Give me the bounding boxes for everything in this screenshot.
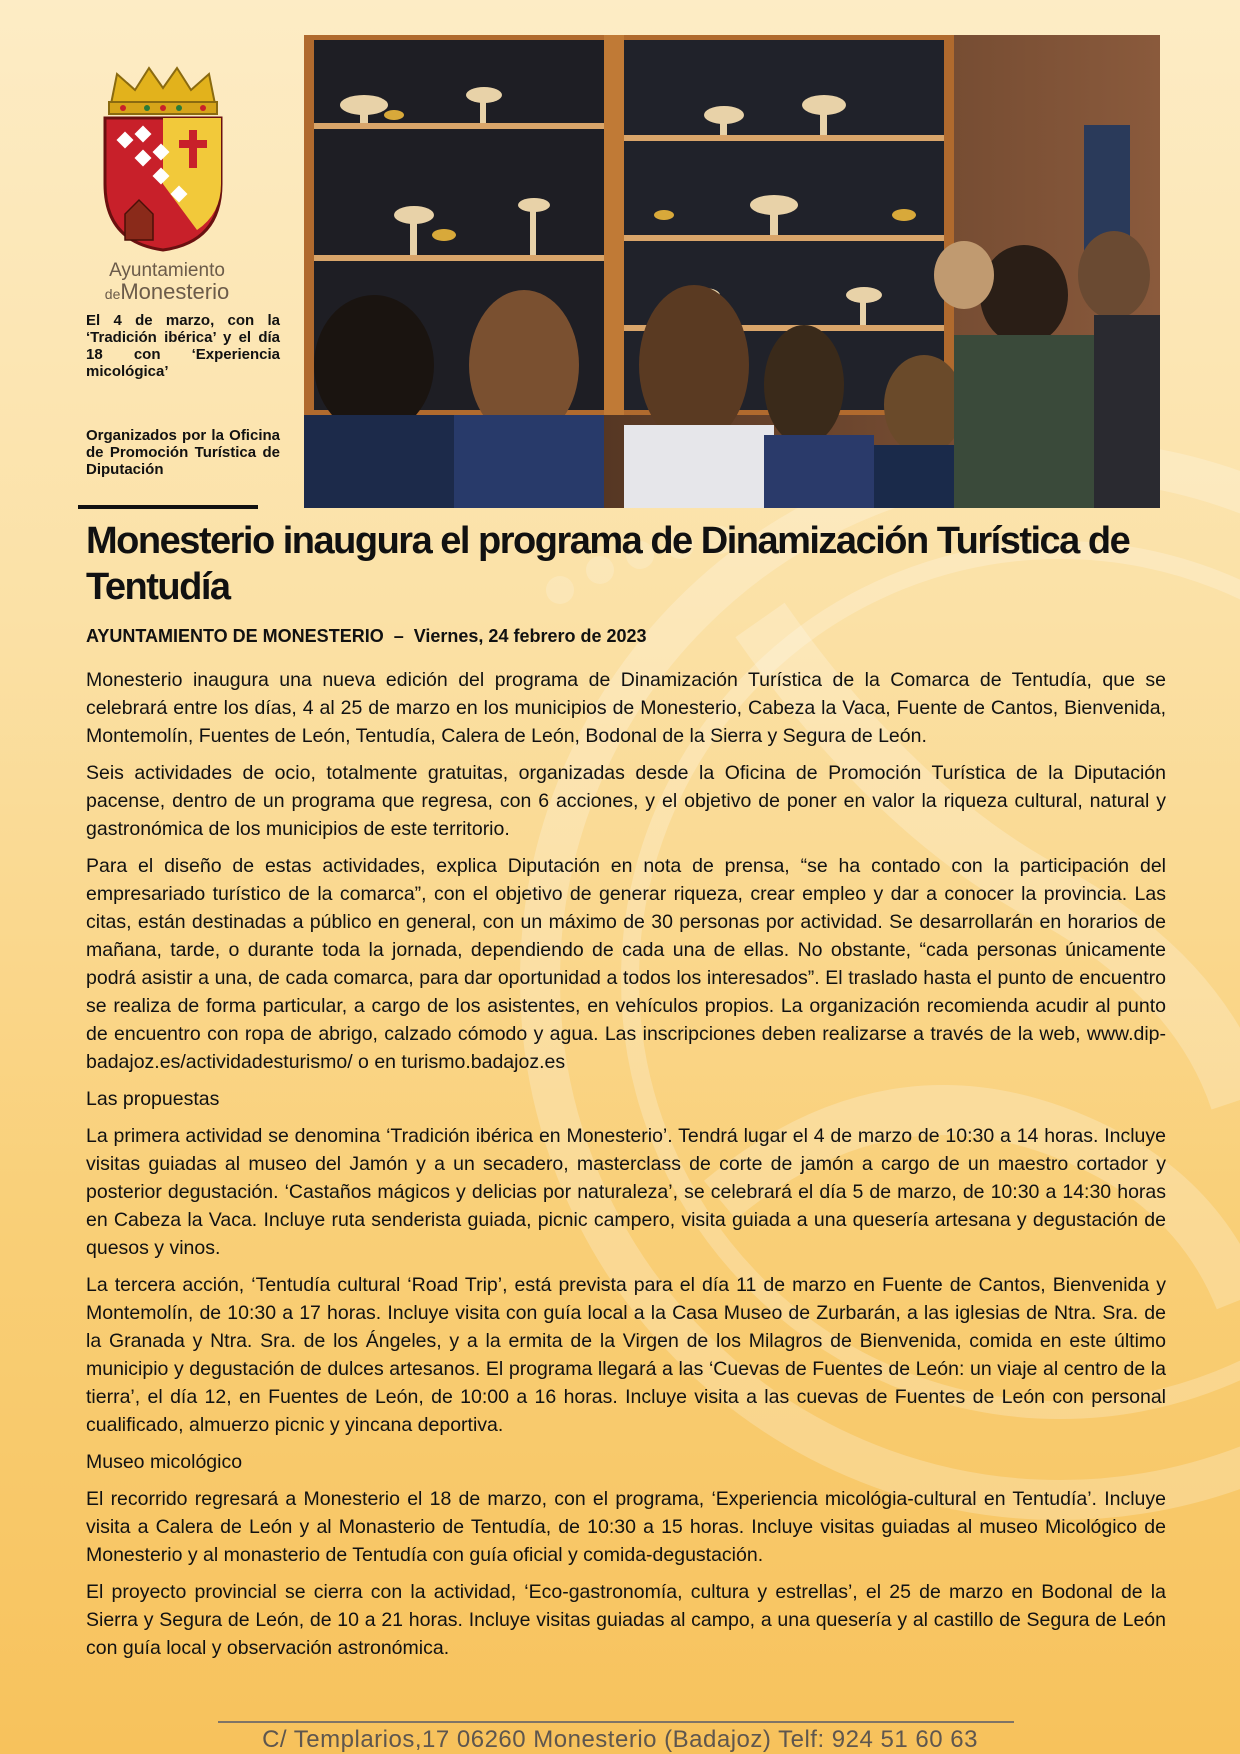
coat-of-arms-icon [97, 64, 229, 254]
sidebar-divider [78, 505, 258, 509]
footer-divider [218, 1721, 1014, 1723]
article-title: Monesterio inaugura el programa de Dinamización Turística de Tentudía [86, 520, 1130, 608]
sidebar-note-dates: El 4 de marzo, con la ‘Tradición ibérica’ y el día 18 con ‘Experiencia micológica’ [86, 312, 280, 380]
paragraph: La tercera acción, ‘Tentudía cultural ‘Road Trip’, está prevista para el día 11 de marzo en Fuente de Cantos, Bienvenida y Montemolín, de 10:30 a 17 horas. Incluye visita con guía local a la Casa Museo de Zurbarán, a las iglesias de Ntra. Sra. de la Granada y Ntra. Sra. de los Ángeles, y a la ermita de la Virgen de los Milagros de Bienvenida, comida en este último municipio y degustación de dulces artesanos. El programa llegará a las ‘Cuevas de Fuentes de León: un viaje al centro de la tierra’, el día 12, en Fuentes de León, de 10:00 a 16 horas. Incluye visita a las cuevas de Fuentes de León con personal cualificado, almuerzo picnic y yincana deportiva. [86, 1274, 1166, 1436]
sidebar-note-organizer: Organizados por la Oficina de Promoción Turística de Diputación [86, 427, 280, 478]
paragraph: Monesterio inaugura una nueva edición del programa de Dinamización Turística de la Comarca de Tentudía, que se celebrará entre los días, 4 al 25 de marzo en los municipios de Monesterio, Cabeza la Vaca, Fuente de Cantos, Bienvenida, Montemolín, Fuentes de León, Tentudía, Calera de León, Bodonal de la Sierra y Segura de León. [86, 669, 1166, 747]
section-heading-proposals: Las propuestas [86, 1088, 220, 1110]
logo-line-1: Ayuntamiento [109, 260, 225, 281]
paragraph: Para el diseño de estas actividades, explica Diputación en nota de prensa, “se ha contado con la participación del empresariado turístico de la comarca”, con el objetivo de generar riqueza, crear empleo y dar a conocer la provincia. Las citas, están destinadas a público en general, con un máximo de 30 personas por actividad. Se desarrollarán en horarios de mañana, tarde, o durante toda la jornada, dependiendo de cada una de ellas. No obstante, “cada personas únicamente podrá asistir a una, de cada comarca, para dar oportunidad a todos los interesados”. El traslado hasta el punto de encuentro se realiza de forma particular, a cargo de los asistentes, en vehículos propios. La organización recomienda acudir al punto de encuentro con ropa de abrigo, calzado cómodo y agua. Las inscripciones deben realizarse a través de la web, www.dip-badajoz.es/actividadesturismo/ o en turismo.badajoz.es [86, 855, 1166, 1073]
byline-source: AYUNTAMIENTO DE MONESTERIO [86, 626, 384, 646]
article-body [86, 666, 1166, 1671]
logo-wordmark [82, 260, 252, 305]
logo-line-2: deMonesterio [104, 279, 230, 304]
paragraph: El recorrido regresará a Monesterio el 18 de marzo, con el programa, ‘Experiencia micológia-cultural en Tentudía’. Incluye visita a Calera de León y al Monasterio de Tentudía, de 10:30 a 15 horas. Incluye visitas guiadas al museo Micológico de Monesterio y al monasterio de Tentudía con guía oficial y comida-degustación. [86, 1488, 1166, 1566]
byline-date: Viernes, 24 febrero de 2023 [413, 626, 647, 646]
municipal-logo [82, 64, 242, 304]
paragraph: Seis actividades de ocio, totalmente gratuitas, organizadas desde la Oficina de Promoción Turística de la Diputación pacense, dentro de un programa que regresa, con 6 acciones, y el objetivo de poner en valor la riqueza cultural, natural y gastronómica de los municipios de este territorio. [86, 762, 1166, 840]
paragraph: El proyecto provincial se cierra con la actividad, ‘Eco-gastronomía, cultura y estrellas’, el 25 de marzo en Bodonal de la Sierra y Segura de León, de 10 a 21 horas. Incluye visitas guiadas al campo, a una quesería y al castillo de Segura de León con guía local y observación astronómica. [86, 1581, 1166, 1659]
article-byline [86, 626, 647, 647]
footer-address: C/ Templarios,17 06260 Monesterio (Badajoz) Telf: 924 51 60 63 [262, 1726, 978, 1753]
article-photo [304, 35, 1160, 508]
byline-separator: – [393, 626, 404, 646]
section-heading-museum: Museo micológico [86, 1451, 243, 1473]
paragraph: La primera actividad se denomina ‘Tradición ibérica en Monesterio’. Tendrá lugar el 4 de marzo de 10:30 a 14 horas. Incluye visitas guiadas al museo del Jamón y a un secadero, masterclass de corte de jamón a cargo de un maestro cortador y posterior degustación. ‘Castaños mágicos y delicias por naturaleza’, se celebrará el día 5 de marzo, de 10:30 a 14:30 horas en Cabeza la Vaca. Incluye ruta senderista guiada, picnic campero, visita guiada a una quesería artesana y degustación de quesos y vinos. [86, 1125, 1166, 1259]
